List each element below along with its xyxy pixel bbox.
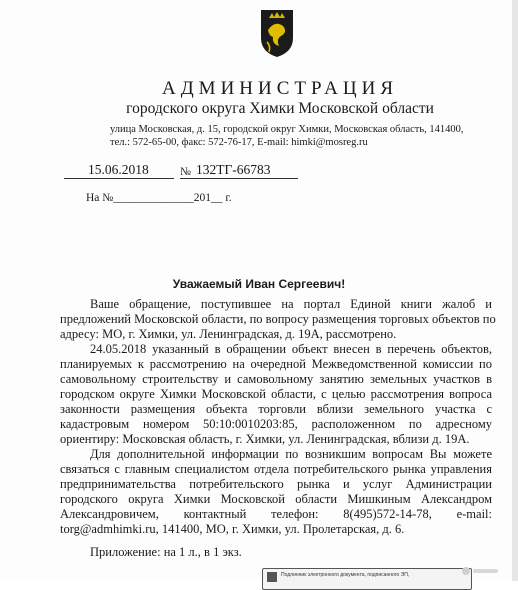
body-line: 24.05.2018 указанный в обращении объект внесен в перечень объектов, (90, 342, 492, 356)
body-line: torg@admhimki.ru, 141400, МО, г. Химки, ул. Пролетарская, д. 6. (60, 522, 405, 536)
body-line: кадастровым номером 50:10:0010203:85, расположенном по адресному (60, 417, 492, 431)
attachment-note: Приложение: на 1 л., в 1 экз. (90, 545, 242, 559)
reference-line: На №______________201__ г. (86, 192, 232, 204)
body-line: городском округе Химки Московской области, с целью рассмотрения вопроса (60, 387, 492, 401)
date-underline (64, 178, 174, 179)
organization-title: АДМИНИСТРАЦИЯ (162, 78, 398, 99)
body-line: самовольному строительству и самовольному занятию земельных участков в (60, 372, 492, 386)
body-line: городского округа Химки Московской области Мишкиным Александром (60, 492, 492, 506)
number-underline (180, 178, 298, 179)
body-line: адресу: МО, г. Химки, ул. Ленинградская, д. 19А, рассмотрено. (60, 327, 397, 341)
organization-subtitle: городского округа Химки Московской области (126, 100, 434, 117)
coat-of-arms-icon (259, 6, 295, 58)
document-date: 15.06.2018 (88, 162, 149, 177)
body-line: законности размещения объекта торговли вблизи земельного участка с (60, 402, 492, 416)
body-line: связаться с главным специалистом отдела потребительского рынка управления (60, 462, 492, 476)
watermark-icon (460, 565, 500, 577)
contacts-line: тел.: 572-65-00, факс: 572-76-17, E-mail: himki@mosreg.ru (110, 137, 368, 148)
body-line: предложений Московской области, по вопросу размещения торговых объектов по (60, 312, 496, 326)
electronic-signature-stamp (262, 568, 472, 590)
body-line: Александровичем, контактный телефон: 8(495)572-14-78, e-mail: (60, 507, 492, 521)
stamp-text: Подлинник электронного документа, подписанного ЭП, (281, 572, 410, 578)
body-line: Для дополнительной информации по возникшим вопросам Вы можете (90, 447, 492, 461)
document-number: 132ТГ-66783 (196, 162, 271, 177)
greeting: Уважаемый Иван Сергеевич! (172, 277, 346, 291)
body-line: ориентиру: Московская область, г. Химки, ул. Ленинградская, вблизи д. 19А. (60, 432, 470, 446)
address-line: улица Московская, д. 15, городской округ Химки, Московская область, 141400, (110, 124, 464, 135)
body-line: предпринимательства потребительского рынка и услуг Администрации (60, 477, 492, 491)
body-line: Ваше обращение, поступившее на портал Единой книги жалоб и (90, 297, 492, 311)
number-label: № (180, 166, 191, 178)
body-line: планируемых к рассмотрению на очередной Межведомственной комиссии по (60, 357, 492, 371)
